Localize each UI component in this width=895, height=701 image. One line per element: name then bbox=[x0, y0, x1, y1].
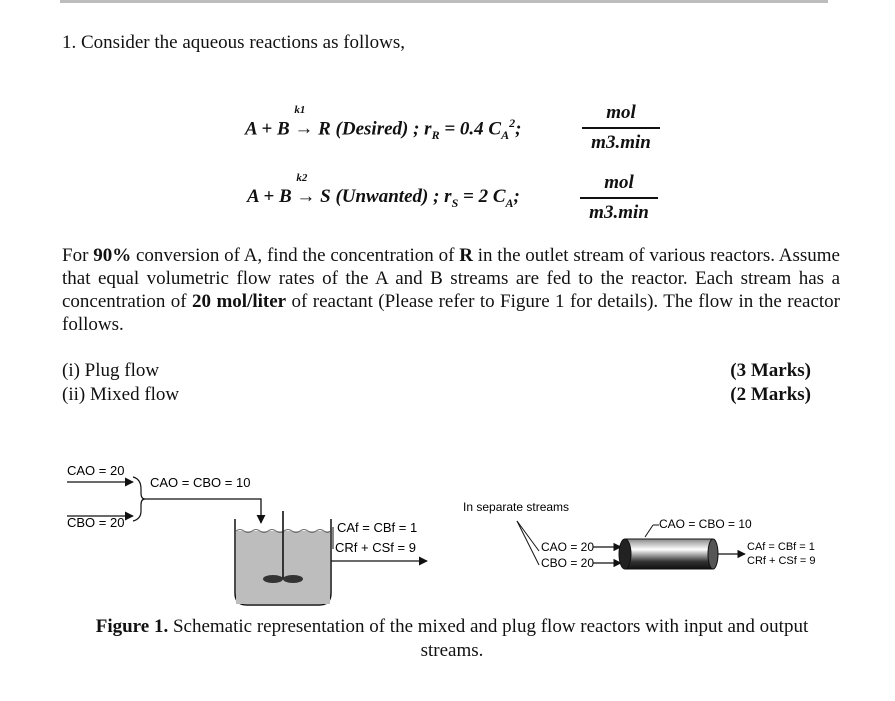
caption-label: Figure 1. bbox=[95, 616, 169, 637]
conc-sub: A bbox=[501, 128, 510, 143]
product-desired: R (Desired) bbox=[318, 118, 409, 140]
mixed-out2-label: CRf + CSf = 9 bbox=[335, 540, 416, 555]
feed-pointer bbox=[645, 525, 653, 537]
reactants: A + B bbox=[245, 118, 290, 140]
impeller-blade-right bbox=[283, 575, 303, 583]
separate-streams-label: In separate streams bbox=[463, 500, 570, 514]
reaction-arrow bbox=[294, 104, 314, 140]
text-run: of reactant (Please refer to Figure 1 for details). The flow in the reactor follows. bbox=[62, 291, 840, 335]
mixed-flow-diagram bbox=[67, 463, 427, 605]
fraction-bar bbox=[580, 197, 658, 199]
rate-expr-c: ; bbox=[515, 118, 522, 140]
rate-sub: S bbox=[451, 195, 459, 210]
plug-out2-label: CRf + CSf = 9 bbox=[747, 555, 816, 567]
reactants: A + B bbox=[247, 186, 292, 207]
conc-sub: A bbox=[505, 195, 514, 210]
conversion-value: 90% bbox=[93, 245, 132, 266]
question-title: 1. Consider the aqueous reactions as follows, bbox=[62, 32, 405, 53]
product-r: R bbox=[459, 245, 473, 266]
arrow-glyph: → bbox=[296, 186, 316, 207]
rate-expr-b: = 0.4 C bbox=[439, 118, 502, 140]
rate-constant: k1 bbox=[294, 104, 306, 117]
reaction-desired bbox=[245, 104, 522, 143]
plug-cao-label: CAO = 20 bbox=[541, 540, 595, 554]
conc-sup: 2 bbox=[509, 116, 516, 130]
arrow-glyph: → bbox=[294, 118, 314, 140]
tube-outlet-end bbox=[708, 539, 718, 569]
text-run: For bbox=[62, 245, 94, 266]
plug-flow-tube bbox=[625, 539, 713, 569]
plug-cbo-label: CBO = 20 bbox=[541, 556, 595, 570]
unit-denominator: m3.min bbox=[591, 131, 651, 153]
rate-expr-a: ; r bbox=[408, 118, 432, 140]
unit-fraction-1 bbox=[582, 102, 660, 154]
text-run: conversion of A, find the concentration of bbox=[131, 245, 460, 266]
impeller-blade-left bbox=[263, 575, 283, 583]
unit-denominator: m3.min bbox=[589, 201, 649, 223]
merge-brace bbox=[133, 477, 145, 521]
mixed-cao-label: CAO = 20 bbox=[67, 463, 125, 478]
plug-feed-label: CAO = CBO = 10 bbox=[659, 517, 752, 531]
unit-numerator: mol bbox=[606, 102, 636, 123]
marks-mixed-flow: (2 Marks) bbox=[730, 384, 811, 405]
rate-expr-a: ; r bbox=[428, 186, 452, 207]
fraction-bar bbox=[582, 127, 660, 129]
unit-numerator: mol bbox=[604, 172, 634, 193]
plug-out1-label: CAf = CBf = 1 bbox=[747, 541, 815, 553]
rate-constant: k2 bbox=[296, 172, 308, 184]
plug-flow-diagram bbox=[463, 500, 815, 570]
pointer-line-a bbox=[517, 521, 539, 551]
tube-inlet-end bbox=[619, 539, 631, 569]
figure-1 bbox=[55, 455, 845, 615]
feed-line bbox=[145, 499, 261, 523]
pointer-line-b bbox=[517, 521, 539, 565]
unit-fraction-2 bbox=[580, 172, 658, 224]
reaction-unwanted bbox=[247, 172, 520, 211]
problem-statement bbox=[62, 244, 840, 336]
part-mixed-flow: (ii) Mixed flow bbox=[62, 384, 180, 405]
rate-expr-b: = 2 C bbox=[458, 186, 506, 207]
part-plug-flow: (i) Plug flow bbox=[62, 360, 160, 381]
rate-sub: R bbox=[431, 128, 440, 143]
mixed-feed-label: CAO = CBO = 10 bbox=[150, 475, 251, 490]
mixed-out1-label: CAf = CBf = 1 bbox=[337, 520, 418, 535]
reaction-arrow bbox=[296, 172, 316, 208]
text-run: in the outlet stream of various reactors. Assume that equal volumetric flow rates of the A and B streams are fed to the reactor. Each stream has a concentration of bbox=[62, 245, 840, 312]
concentration-value: 20 mol/liter bbox=[192, 291, 287, 312]
caption-text: Schematic representation of the mixed and plug flow reactors with input and output streams. bbox=[168, 616, 809, 661]
rate-expr-c: ; bbox=[513, 186, 520, 207]
marks-plug-flow: (3 Marks) bbox=[730, 360, 811, 381]
product-unwanted: S (Unwanted) bbox=[320, 186, 429, 207]
mixed-cbo-label: CBO = 20 bbox=[67, 515, 125, 530]
figure-caption bbox=[62, 615, 842, 663]
top-divider bbox=[60, 0, 828, 3]
